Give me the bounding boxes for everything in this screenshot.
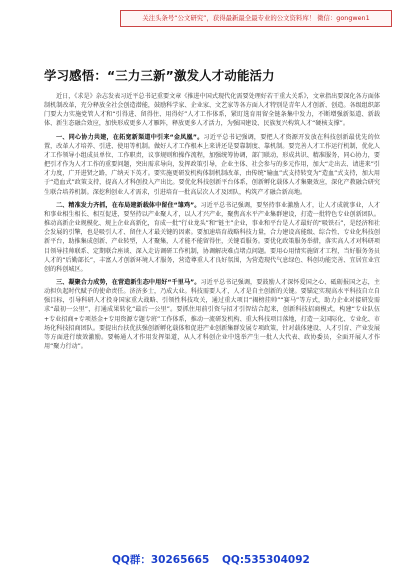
- section-1-heading: 一、同心协力共建，在拓宽新渠道中引来“金凤凰”。: [56, 133, 204, 141]
- paragraph-intro: [44, 92, 380, 129]
- qq-contact-number: QQ:535304092: [222, 554, 310, 566]
- section-2-text: 习近平总书记强调，要坚持事业激励人才，让人才成就事业，人才和事业相生相长、相互促进，要坚持以产业聚人才，以人才兴产业，聚焦高水平产业集群建设，打造一批特色专业创新团队。推动高新企业规模化、规上企业高新化，育成一批“行业龙头”和“链主”企业，事业和平台是人才最好的“吸铁石”，是经济和社会发展的引擎，也是吸引人才、留住人才最关键的因素。要加速培育战略科技力量，合力建设高能级、综合性、专业化科技创新平台，助推集成创新、产业转型，人才聚集，人才能不能留得住，关键看服务。要优化政策服务举措，落实高人才对科研项目领导挂帅联系、定期联合座谈、深入走访调研工作机制，协调解决难点堵点问题。要用心用情实施留才工程，当好服务务员人才的“后勤部长”，丰富人才创新环境人才服务，营造尊重人才良好氛围，为营造现代气息绿色、科创功能完善、宜居宜业宜创的科创城区。: [44, 201, 381, 273]
- paragraph-section-1: [44, 133, 380, 197]
- top-banner[interactable]: 关注头条号“公文研究”，获得最新最全最专业的公文资料库！ 微信：gongwen1: [120, 10, 392, 27]
- section-1-text: 习近平总书记强调，要把人才资源开发放在科技创新最优先的位置，改革人才培养、引进、使用等机制。做好人才工作根本上来讲还是要靠制度、靠机制。要完善人才工作运行机制，优化人才工作领导小组成员单位、工作职责，议事规则和操作流程，加强统筹协调，部门联动，形成共识、精准服务，同心协力，要把引才作为人才工作的重要问题，突出需求导向，发挥政策引导，企业主体、社会参与的多元作用，加大“走出去、请进来”引才力度，广开进贤之路，广纳天下英才。要实施更研发机构体制机制改革，由传统“输血”式支持转变为“造血”式支持，加大用于“造血式”政策支持，提高人才科创投入产出比。要优化科技创新平台体系，创新孵化载体人才集聚效应，深化产教融合研究生联合培养机制。深挖利创业人才需求，引进培育一批高层次人才及团队，构筑产才融合新高地。: [44, 133, 380, 196]
- section-3-heading: 三、凝聚合力成势，在营造新生态中用好“千里马”。: [56, 278, 201, 286]
- footer: [0, 552, 408, 568]
- section-3-text: 习近平总书记强调，要鼓励人才深怀爱国之心、砥砺报国之志，主动担负起时代赋予的使命责任。济济多士，乃成大业。科技需要人才，人才是自主创新的关键。要锚定实现高水平科技自立自强目标，引导科研人才投身国家重大战略、引领性科技攻关，通过重大项目“揭榜挂帅”“赛马”等方式，助力企业对接研发需求“最初一公里”，打通成果转化“最后一公里”。要抓住用前引资与招才引智结合起来，创新科技招商模式，构建“专业队伍+专业招商+专项基金+专用资源专题专班”工作体系，推动一流研发机构、重大科技项目落地，打造一支国际化、专业化、市场化科技招商团队。要提出台扶优扶强创新孵化载体和促进产业创新集群发展专项政策，针对载体建设、人才引育、产业发展等方面进行绩效激励。要畅通人才作用发挥渠道，从人才科创企业中选举产生一批人大代表、政协委员，全面开展人才作用“聚力行动”。: [44, 278, 381, 351]
- paragraph-intro-text: 近日，《求是》杂志发表习近平总书记重要文章《推进中国式现代化需要处理好若干重大关系》，文章指出要深化各方面体制机制改革，充分释放全社会创造潜能，鼓励科学家、企业家、文艺家等各方面人才特别是青年人才创新、创造。各级组织部门要大力实施党管人才和“引得进、留得住、用得好”人才工作体系，紧盯选育用留全链条集中发力，不断增强新渠道、新载体、新生态融合效应，加快形成更多人才雁阵，释放更多人才活力，为强国建设、民族复兴构筑人才“硬核支撑”。: [44, 93, 380, 128]
- page-title: 学习感悟：“三力三新”激发人才动能活力: [44, 68, 275, 83]
- article-body: [44, 92, 380, 354]
- paragraph-section-2: [44, 201, 380, 274]
- paragraph-section-3: [44, 278, 380, 351]
- section-2-heading: 二、精准发力齐抓，在布局建新载体中留住“雏鸡”。: [56, 201, 201, 209]
- qq-group-number: QQ群：30265665: [112, 554, 210, 566]
